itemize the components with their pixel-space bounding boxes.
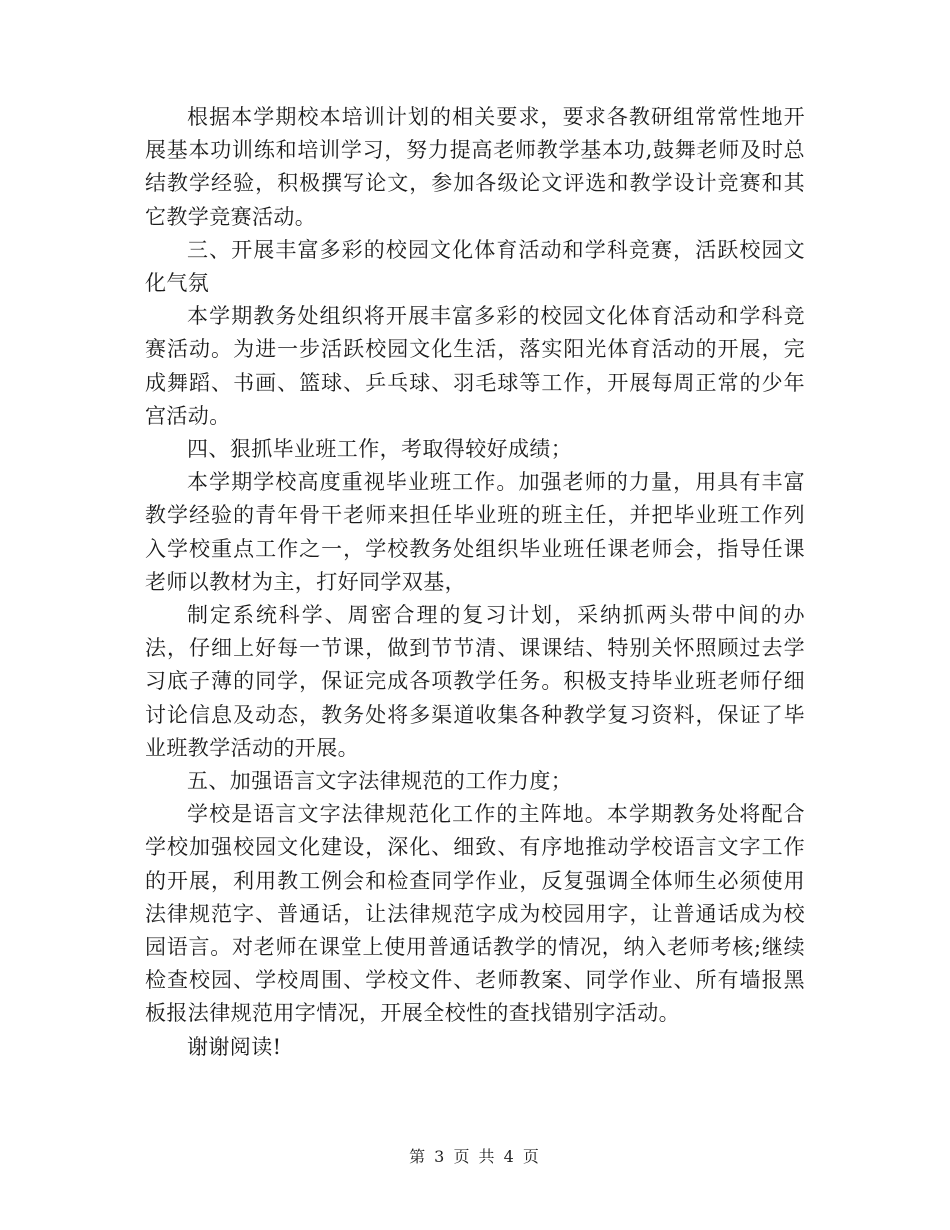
closing-thanks: 谢谢阅读! [187,1034,282,1059]
paragraph-language-standards: 学校是语言文字法律规范化工作的主阵地。本学期教务处将配合学校加强校园文化建设，深化、细致、有序地推动学校语言文字工作的开展，利用教工例会和检查同学作业，反复强调全体师生必须使用法律规范字、普通话，让法律规范字成为校园用字，让普通话成为校园语言。对老师在课堂上使用普通话教学的情况，纳入老师考核;继续检查校园、学校周围、学校文件、老师教案、同学作业、所有墙报黑板报法律规范用字情况，开展全校性的查找错别字活动。 [145,802,805,1026]
paragraph-graduating-class: 本学期学校高度重视毕业班工作。加强老师的力量，用具有丰富教学经验的青年骨干老师来担任毕业班的班主任，并把毕业班工作列入学校重点工作之一，学校教务处组织毕业班任课老师会，指导任课老师以教材为主，打好同学双基， [145,470,805,594]
heading-section-four: 四、狠抓毕业班工作，考取得较好成绩； [187,437,573,462]
paragraph-review-plan: 制定系统科学、周密合理的复习计划，采纳抓两头带中间的办法，仔细上好每一节课，做到节节清、课课结、特别关怀照顾过去学习底子薄的同学，保证完成各项教学任务。积极支持毕业班老师仔细讨论信息及动态，教务处将多渠道收集各种教学复习资料，保证了毕业班教学活动的开展。 [145,603,805,760]
paragraph-culture-sports: 本学期教务处组织将开展丰富多彩的校园文化体育活动和学科竞赛活动。为进一步活跃校园文化生活，落实阳光体育活动的开展，完成舞蹈、书画、篮球、乒乓球、羽毛球等工作，开展每周正常的少年宫活动。 [145,304,805,428]
heading-section-five: 五、加强语言文字法律规范的工作力度； [187,769,573,794]
document-body [145,101,805,1064]
heading-section-three: 三、开展丰富多彩的校园文化体育活动和学科竞赛，活跃校园文化气氛 [145,237,805,296]
page-number-footer: 第 3 页 共 4 页 [409,1147,541,1166]
paragraph-training: 根据本学期校本培训计划的相关要求，要求各教研组常常性地开展基本功训练和培训学习，努力提高老师教学基本功,鼓舞老师及时总结教学经验，积极撰写论文，参加各级论文评选和教学设计竞赛和其它教学竞赛活动。 [145,105,805,229]
